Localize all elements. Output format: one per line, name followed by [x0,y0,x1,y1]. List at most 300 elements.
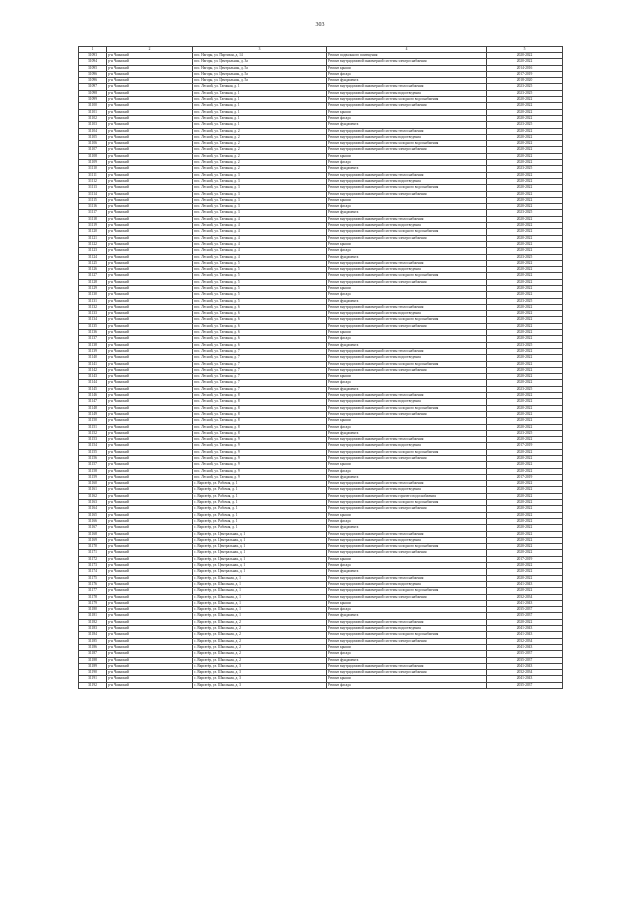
period-cell: 2020-2022 [487,59,563,65]
row-number-cell: 31119 [79,223,107,229]
period-cell: 2020-2022 [487,487,563,493]
period-cell: 2020-2022 [487,141,563,147]
district-cell: р-н Чаинский [107,550,193,556]
address-cell: пос. Лесной, ул. Таежная, д. 6 [193,304,327,310]
period-cell: 2020-2022 [487,336,563,342]
period-cell: 2020-2022 [487,393,563,399]
row-number-cell: 31147 [79,399,107,405]
work-type-cell: Ремонт крыши [327,197,487,203]
work-type-cell: Ремонт внутридомовой инженерной системы теплоснабжения [327,128,487,134]
district-cell: р-н Чаинский [107,657,193,663]
address-cell: с. Варгатёр, ул. Центральная, д. 1 [193,563,327,569]
district-cell: р-н Чаинский [107,298,193,304]
work-type-cell: Ремонт фундамента [327,657,487,663]
address-cell: пос. Лесной, ул. Таежная, д. 4 [193,223,327,229]
work-type-cell: Ремонт фасада [327,292,487,298]
address-cell: с. Варгатёр, ул. Школьная, д. 3 [193,676,327,682]
work-type-cell: Ремонт внутридомовой инженерной системы холодного водоснабжения [327,273,487,279]
period-cell: 2020-2022 [487,216,563,222]
address-cell: пос. Лесной, ул. Таежная, д. 1 [193,103,327,109]
period-cell: 2023-2025 [487,84,563,90]
work-type-cell: Ремонт внутридомовой инженерной системы теплоснабжения [327,304,487,310]
row-number-cell: 31165 [79,512,107,518]
address-cell: пос. Лесной, ул. Таежная, д. 7 [193,374,327,380]
header-cell: 4 [327,47,487,53]
header-cell: 5 [487,47,563,53]
district-cell: р-н Чаинский [107,367,193,373]
address-cell: с. Варгатёр, ул. Рабочая, д. 1 [193,518,327,524]
address-cell: пос. Лесной, ул. Таежная, д. 4 [193,216,327,222]
address-cell: с. Варгатёр, ул. Школьная, д. 1 [193,613,327,619]
work-type-cell: Ремонт внутридомовой инженерной системы водоотведения [327,626,487,632]
work-type-cell: Ремонт внутридомовой инженерной системы теплоснабжения [327,575,487,581]
row-number-cell: 31174 [79,569,107,575]
district-cell: р-н Чаинский [107,223,193,229]
work-type-cell: Ремонт крыши [327,241,487,247]
row-number-cell: 31102 [79,115,107,121]
address-cell: пос. Нагорн, ул. Партизан, д. 14 [193,53,327,59]
address-cell: с. Варгатёр, ул. Школьная, д. 1 [193,575,327,581]
work-type-cell: Ремонт крыши [327,153,487,159]
district-cell: р-н Чаинский [107,418,193,424]
address-cell: пос. Лесной, ул. Таежная, д. 4 [193,229,327,235]
district-cell: р-н Чаинский [107,210,193,216]
district-cell: р-н Чаинский [107,424,193,430]
period-cell: 2020-2022 [487,525,563,531]
row-number-cell: 31179 [79,600,107,606]
work-type-cell: Ремонт фасада [327,71,487,77]
period-cell: 2041-2043 [487,663,563,669]
work-type-cell: Ремонт внутридомовой инженерной системы электроснабжения [327,456,487,462]
address-cell: с. Варгатёр, ул. Рабочая, д. 1 [193,512,327,518]
district-cell: р-н Чаинский [107,512,193,518]
address-cell: пос. Нагорн, ул. Центральная, д. 5а [193,71,327,77]
district-cell: р-н Чаинский [107,71,193,77]
address-cell: с. Варгатёр, ул. Школьная, д. 1 [193,581,327,587]
period-cell: 2020-2022 [487,323,563,329]
district-cell: р-н Чаинский [107,292,193,298]
page-number: 303 [315,22,325,28]
row-number-cell: 31191 [79,676,107,682]
work-type-cell: Ремонт внутридомовой инженерной системы теплоснабжения [327,172,487,178]
row-number-cell: 31168 [79,531,107,537]
district-cell: р-н Чаинский [107,411,193,417]
row-number-cell: 31120 [79,229,107,235]
row-number-cell: 31187 [79,651,107,657]
period-cell: 2020-2022 [487,405,563,411]
address-cell: с. Варгатёр, ул. Школьная, д. 2 [193,638,327,644]
district-cell: р-н Чаинский [107,122,193,128]
work-type-cell: Ремонт внутридомовой инженерной системы водоотведения [327,487,487,493]
period-cell: 2041-2043 [487,600,563,606]
district-cell: р-н Чаинский [107,607,193,613]
address-cell: с. Варгатёр, ул. Школьная, д. 1 [193,588,327,594]
period-cell: 2020-2022 [487,109,563,115]
district-cell: р-н Чаинский [107,336,193,342]
row-number-cell: 31158 [79,468,107,474]
period-cell: 2020-2022 [487,204,563,210]
period-cell: 2020-2022 [487,115,563,121]
period-cell: 2020-2022 [487,223,563,229]
work-type-cell: Ремонт внутридомовой инженерной системы холодного водоснабжения [327,632,487,638]
district-cell: р-н Чаинский [107,380,193,386]
work-type-cell: Ремонт внутридомовой инженерной системы холодного водоснабжения [327,588,487,594]
work-type-cell: Ремонт внутридомовой инженерной системы теплоснабжения [327,663,487,669]
row-number-cell: 31188 [79,657,107,663]
work-type-cell: Ремонт подвального помещения [327,53,487,59]
period-cell: 2017-2019 [487,474,563,480]
work-type-cell: Ремонт крыши [327,330,487,336]
district-cell: р-н Чаинский [107,128,193,134]
period-cell: 2020-2022 [487,97,563,103]
work-type-cell: Ремонт внутридомовой инженерной системы холодного водоснабжения [327,405,487,411]
work-type-cell: Ремонт внутридомовой инженерной системы теплоснабжения [327,260,487,266]
row-number-cell: 31150 [79,418,107,424]
period-cell: 2041-2043 [487,626,563,632]
row-number-cell: 31114 [79,191,107,197]
district-cell: р-н Чаинский [107,594,193,600]
period-cell: 2020-2022 [487,411,563,417]
address-cell: пос. Лесной, ул. Таежная, д. 2 [193,141,327,147]
district-cell: р-н Чаинский [107,178,193,184]
row-number-cell: 31111 [79,172,107,178]
row-number-cell: 31185 [79,638,107,644]
district-cell: р-н Чаинский [107,500,193,506]
work-type-cell: Ремонт фасада [327,651,487,657]
district-cell: р-н Чаинский [107,90,193,96]
work-type-cell: Ремонт внутридомовой инженерной системы электроснабжения [327,411,487,417]
row-number-cell: 31183 [79,626,107,632]
period-cell: 2020-2022 [487,279,563,285]
work-type-cell: Ремонт фундамента [327,474,487,480]
period-cell: 2020-2022 [487,456,563,462]
address-cell: пос. Лесной, ул. Таежная, д. 6 [193,330,327,336]
period-cell: 2041-2043 [487,676,563,682]
period-cell: 2020-2022 [487,197,563,203]
period-cell: 2020-2022 [487,531,563,537]
table-body [79,53,563,689]
district-cell: р-н Чаинский [107,97,193,103]
row-number-cell: 31138 [79,342,107,348]
period-cell: 2020-2022 [487,172,563,178]
district-cell: р-н Чаинский [107,506,193,512]
row-number-cell: 31098 [79,90,107,96]
row-number-cell: 31152 [79,430,107,436]
period-cell: 2020-2022 [487,355,563,361]
row-number-cell: 31164 [79,506,107,512]
district-cell: р-н Чаинский [107,160,193,166]
address-cell: пос. Лесной, ул. Таежная, д. 6 [193,311,327,317]
address-cell: пос. Лесной, ул. Таежная, д. 4 [193,248,327,254]
work-type-cell: Ремонт крыши [327,285,487,291]
work-type-cell: Ремонт внутридомовой инженерной системы холодного водоснабжения [327,449,487,455]
work-type-cell: Ремонт фундамента [327,430,487,436]
period-cell: 2020-2022 [487,304,563,310]
district-cell: р-н Чаинский [107,361,193,367]
period-cell: 2020-2022 [487,481,563,487]
row-number-cell: 31130 [79,292,107,298]
address-cell: пос. Лесной, ул. Таежная, д. 5 [193,292,327,298]
period-cell: 2020-2022 [487,468,563,474]
period-cell: 2020-2022 [487,550,563,556]
period-cell: 2020-2022 [487,518,563,524]
address-cell: с. Варгатёр, ул. Школьная, д. 2 [193,632,327,638]
work-type-cell: Ремонт внутридомовой инженерной системы водоотведения [327,223,487,229]
district-cell: р-н Чаинский [107,443,193,449]
period-cell: 2020-2022 [487,160,563,166]
work-type-cell: Ремонт внутридомовой инженерной системы холодного водоснабжения [327,141,487,147]
district-cell: р-н Чаинский [107,260,193,266]
district-cell: р-н Чаинский [107,279,193,285]
district-cell: р-н Чаинский [107,544,193,550]
work-type-cell: Ремонт фасада [327,468,487,474]
row-number-cell: 31177 [79,588,107,594]
row-number-cell: 31148 [79,405,107,411]
district-cell: р-н Чаинский [107,393,193,399]
row-number-cell: 31169 [79,537,107,543]
address-cell: пос. Лесной, ул. Таежная, д. 1 [193,97,327,103]
work-type-cell: Ремонт крыши [327,65,487,71]
row-number-cell: 31142 [79,367,107,373]
district-cell: р-н Чаинский [107,644,193,650]
row-number-cell: 31167 [79,525,107,531]
district-cell: р-н Чаинский [107,348,193,354]
period-cell: 2020-2022 [487,134,563,140]
district-cell: р-н Чаинский [107,304,193,310]
period-cell: 2020-2022 [487,191,563,197]
register-table [78,46,563,689]
header-cell: 1 [79,47,107,53]
work-type-cell: Ремонт внутридомовой инженерной системы электроснабжения [327,147,487,153]
work-type-cell: Ремонт внутридомовой инженерной системы теплоснабжения [327,393,487,399]
row-number-cell: 31145 [79,386,107,392]
district-cell: р-н Чаинский [107,166,193,172]
district-cell: р-н Чаинский [107,241,193,247]
period-cell: 2020-2022 [487,563,563,569]
address-cell: пос. Лесной, ул. Таежная, д. 3 [193,210,327,216]
address-cell: пос. Лесной, ул. Таежная, д. 9 [193,462,327,468]
row-number-cell: 31153 [79,437,107,443]
address-cell: с. Варгатёр, ул. Школьная, д. 3 [193,682,327,688]
work-type-cell: Ремонт фундамента [327,525,487,531]
work-type-cell: Ремонт внутридомовой инженерной системы холодного водоснабжения [327,317,487,323]
period-cell: 2020-2022 [487,367,563,373]
address-cell: пос. Лесной, ул. Таежная, д. 5 [193,298,327,304]
district-cell: р-н Чаинский [107,53,193,59]
header-cell: 3 [193,47,327,53]
district-cell: р-н Чаинский [107,581,193,587]
address-cell: пос. Лесной, ул. Таежная, д. 2 [193,147,327,153]
district-cell: р-н Чаинский [107,330,193,336]
period-cell: 2020-2022 [487,569,563,575]
address-cell: пос. Лесной, ул. Таежная, д. 8 [193,418,327,424]
address-cell: пос. Лесной, ул. Таежная, д. 9 [193,449,327,455]
address-cell: с. Варгатёр, ул. Центральная, д. 1 [193,544,327,550]
work-type-cell: Ремонт фасада [327,424,487,430]
row-number-cell: 31132 [79,304,107,310]
row-number-cell: 31129 [79,285,107,291]
district-cell: р-н Чаинский [107,204,193,210]
row-number-cell: 31166 [79,518,107,524]
district-cell: р-н Чаинский [107,103,193,109]
address-cell: пос. Нагорн, ул. Центральная, д. 3а [193,59,327,65]
work-type-cell: Ремонт фасада [327,336,487,342]
work-type-cell: Ремонт внутридомовой инженерной системы водоотведения [327,355,487,361]
district-cell: р-н Чаинский [107,405,193,411]
address-cell: пос. Лесной, ул. Таежная, д. 8 [193,411,327,417]
work-type-cell: Ремонт внутридомовой инженерной системы электроснабжения [327,323,487,329]
period-cell: 2020-2022 [487,330,563,336]
row-number-cell: 31107 [79,147,107,153]
row-number-cell: 31146 [79,393,107,399]
row-number-cell: 31097 [79,84,107,90]
address-cell: с. Варгатёр, ул. Школьная, д. 2 [193,619,327,625]
district-cell: р-н Чаинский [107,456,193,462]
address-cell: пос. Лесной, ул. Таежная, д. 5 [193,279,327,285]
work-type-cell: Ремонт внутридомовой инженерной системы холодного водоснабжения [327,229,487,235]
row-number-cell: 31100 [79,103,107,109]
row-number-cell: 31172 [79,556,107,562]
address-cell: с. Варгатёр, ул. Школьная, д. 1 [193,607,327,613]
period-cell: 2020-2022 [487,619,563,625]
address-cell: с. Варгатёр, ул. Рабочая, д. 1 [193,493,327,499]
row-number-cell: 31126 [79,267,107,273]
row-number-cell: 31154 [79,443,107,449]
row-number-cell: 31155 [79,449,107,455]
period-cell: 2023-2025 [487,254,563,260]
district-cell: р-н Чаинский [107,481,193,487]
address-cell: с. Варгатёр, ул. Рабочая, д. 1 [193,481,327,487]
row-number-cell: 31109 [79,160,107,166]
row-number-cell: 31162 [79,493,107,499]
row-number-cell: 31093 [79,53,107,59]
address-cell: пос. Лесной, ул. Таежная, д. 1 [193,109,327,115]
district-cell: р-н Чаинский [107,216,193,222]
district-cell: р-н Чаинский [107,588,193,594]
period-cell: 2035-2037 [487,651,563,657]
row-number-cell: 31181 [79,613,107,619]
work-type-cell: Ремонт фундамента [327,342,487,348]
period-cell: 2035-2037 [487,607,563,613]
work-type-cell: Ремонт внутридомовой инженерной системы электроснабжения [327,670,487,676]
work-type-cell: Ремонт фундамента [327,210,487,216]
district-cell: р-н Чаинский [107,493,193,499]
row-number-cell: 31104 [79,128,107,134]
district-cell: р-н Чаинский [107,563,193,569]
work-type-cell: Ремонт внутридомовой инженерной системы электроснабжения [327,550,487,556]
row-number-cell: 31156 [79,456,107,462]
address-cell: пос. Лесной, ул. Таежная, д. 6 [193,317,327,323]
period-cell: 2020-2022 [487,512,563,518]
district-cell: р-н Чаинский [107,613,193,619]
work-type-cell: Ремонт фундамента [327,166,487,172]
work-type-cell: Ремонт внутридомовой инженерной системы холодного водоснабжения [327,500,487,506]
row-number-cell: 31127 [79,273,107,279]
address-cell: пос. Лесной, ул. Таежная, д. 7 [193,380,327,386]
district-cell: р-н Чаинский [107,254,193,260]
district-cell: р-н Чаинский [107,311,193,317]
work-type-cell: Ремонт внутридомовой инженерной системы электроснабжения [327,235,487,241]
district-cell: р-н Чаинский [107,235,193,241]
district-cell: р-н Чаинский [107,626,193,632]
work-type-cell: Ремонт фундамента [327,122,487,128]
period-cell: 2020-2022 [487,292,563,298]
work-type-cell: Ремонт внутридомовой инженерной системы теплоснабжения [327,619,487,625]
work-type-cell: Ремонт крыши [327,462,487,468]
header-cell: 2 [107,47,193,53]
work-type-cell: Ремонт фасада [327,248,487,254]
address-cell: с. Варгатёр, ул. Школьная, д. 3 [193,670,327,676]
period-cell: 2041-2043 [487,632,563,638]
row-number-cell: 31125 [79,260,107,266]
district-cell: р-н Чаинский [107,147,193,153]
district-cell: р-н Чаинский [107,185,193,191]
address-cell: пос. Лесной, ул. Таежная, д. 8 [193,399,327,405]
address-cell: пос. Лесной, ул. Таежная, д. 5 [193,285,327,291]
address-cell: пос. Лесной, ул. Таежная, д. 7 [193,348,327,354]
row-number-cell: 31139 [79,348,107,354]
period-cell: 2041-2043 [487,581,563,587]
district-cell: р-н Чаинский [107,430,193,436]
district-cell: р-н Чаинский [107,531,193,537]
period-cell: 2017-2019 [487,556,563,562]
work-type-cell: Ремонт фасада [327,607,487,613]
district-cell: р-н Чаинский [107,115,193,121]
district-cell: р-н Чаинский [107,153,193,159]
work-type-cell: Ремонт внутридомовой инженерной системы электроснабжения [327,59,487,65]
district-cell: р-н Чаинский [107,632,193,638]
address-cell: с. Варгатёр, ул. Рабочая, д. 1 [193,487,327,493]
district-cell: р-н Чаинский [107,462,193,468]
work-type-cell: Ремонт внутридомовой инженерной системы водоотведения [327,443,487,449]
district-cell: р-н Чаинский [107,575,193,581]
period-cell: 2020-2022 [487,267,563,273]
address-cell: пос. Лесной, ул. Таежная, д. 4 [193,254,327,260]
period-cell: 2020-2022 [487,418,563,424]
row-number-cell: 31190 [79,670,107,676]
work-type-cell: Ремонт внутридомовой инженерной системы водоотведения [327,581,487,587]
district-cell: р-н Чаинский [107,600,193,606]
address-cell: пос. Лесной, ул. Таежная, д. 7 [193,367,327,373]
row-number-cell: 31106 [79,141,107,147]
row-number-cell: 31123 [79,248,107,254]
period-cell: 2032-2034 [487,594,563,600]
work-type-cell: Ремонт крыши [327,600,487,606]
work-type-cell: Ремонт внутридомовой инженерной системы горячего водоснабжения [327,493,487,499]
row-number-cell: 31160 [79,481,107,487]
work-type-cell: Ремонт внутридомовой инженерной системы водоотведения [327,90,487,96]
address-cell: с. Варгатёр, ул. Школьная, д. 2 [193,644,327,650]
address-cell: пос. Лесной, ул. Таежная, д. 4 [193,241,327,247]
row-number-cell: 31171 [79,550,107,556]
district-cell: р-н Чаинский [107,525,193,531]
district-cell: р-н Чаинский [107,449,193,455]
address-cell: пос. Лесной, ул. Таежная, д. 3 [193,178,327,184]
row-number-cell: 31118 [79,216,107,222]
address-cell: с. Варгатёр, ул. Рабочая, д. 1 [193,525,327,531]
address-cell: пос. Лесной, ул. Таежная, д. 9 [193,468,327,474]
address-cell: пос. Лесной, ул. Таежная, д. 6 [193,342,327,348]
period-cell: 2023-2025 [487,166,563,172]
period-cell: 2020-2022 [487,178,563,184]
period-cell: 2035-2037 [487,657,563,663]
row-number-cell: 31116 [79,204,107,210]
address-cell: с. Варгатёр, ул. Центральная, д. 1 [193,537,327,543]
address-cell: пос. Лесной, ул. Таежная, д. 9 [193,437,327,443]
district-cell: р-н Чаинский [107,273,193,279]
district-cell: р-н Чаинский [107,84,193,90]
address-cell: пос. Лесной, ул. Таежная, д. 2 [193,160,327,166]
